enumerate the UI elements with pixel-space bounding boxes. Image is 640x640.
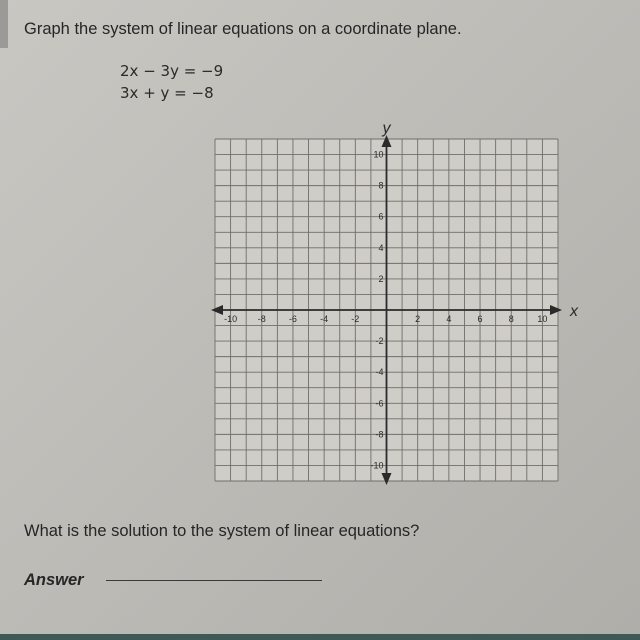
x-tick-label: 4 xyxy=(446,314,452,324)
bottom-edge xyxy=(0,634,640,640)
x-tick-label: 8 xyxy=(508,314,514,324)
instruction-text: Graph the system of linear equations on a coordinate plane. xyxy=(24,20,462,38)
x-tick-label: -6 xyxy=(288,314,297,324)
x-tick-label: -2 xyxy=(351,314,360,324)
equation-1: 2x − 3y = −9 xyxy=(120,62,224,80)
equation-2: 3x + y = −8 xyxy=(120,84,214,102)
answer-line[interactable] xyxy=(106,580,322,581)
x-tick-label: 10 xyxy=(537,314,548,324)
y-tick-label: -8 xyxy=(375,429,384,440)
y-tick-label: 8 xyxy=(378,180,384,191)
x-tick-label: -10 xyxy=(224,314,238,324)
x-tick-label: -8 xyxy=(257,314,266,324)
y-tick-label: -2 xyxy=(375,336,384,347)
y-tick-label: 6 xyxy=(378,211,384,222)
x-tick-label: 6 xyxy=(477,314,483,324)
y-tick-label: 2 xyxy=(378,273,384,284)
answer-label: Answer xyxy=(24,571,84,589)
x-axis-label: x xyxy=(570,303,578,320)
y-axis-label: y xyxy=(382,120,391,137)
y-tick-label: -6 xyxy=(375,398,384,409)
x-tick-label: -4 xyxy=(320,314,329,324)
y-tick-label: -4 xyxy=(375,367,384,378)
y-tick-label: 4 xyxy=(378,242,384,253)
x-tick-label: 2 xyxy=(415,314,421,324)
question-text: What is the solution to the system of linear equations? xyxy=(24,522,420,540)
y-tick-label: -10 xyxy=(370,460,384,471)
y-tick-label: 10 xyxy=(373,149,384,160)
